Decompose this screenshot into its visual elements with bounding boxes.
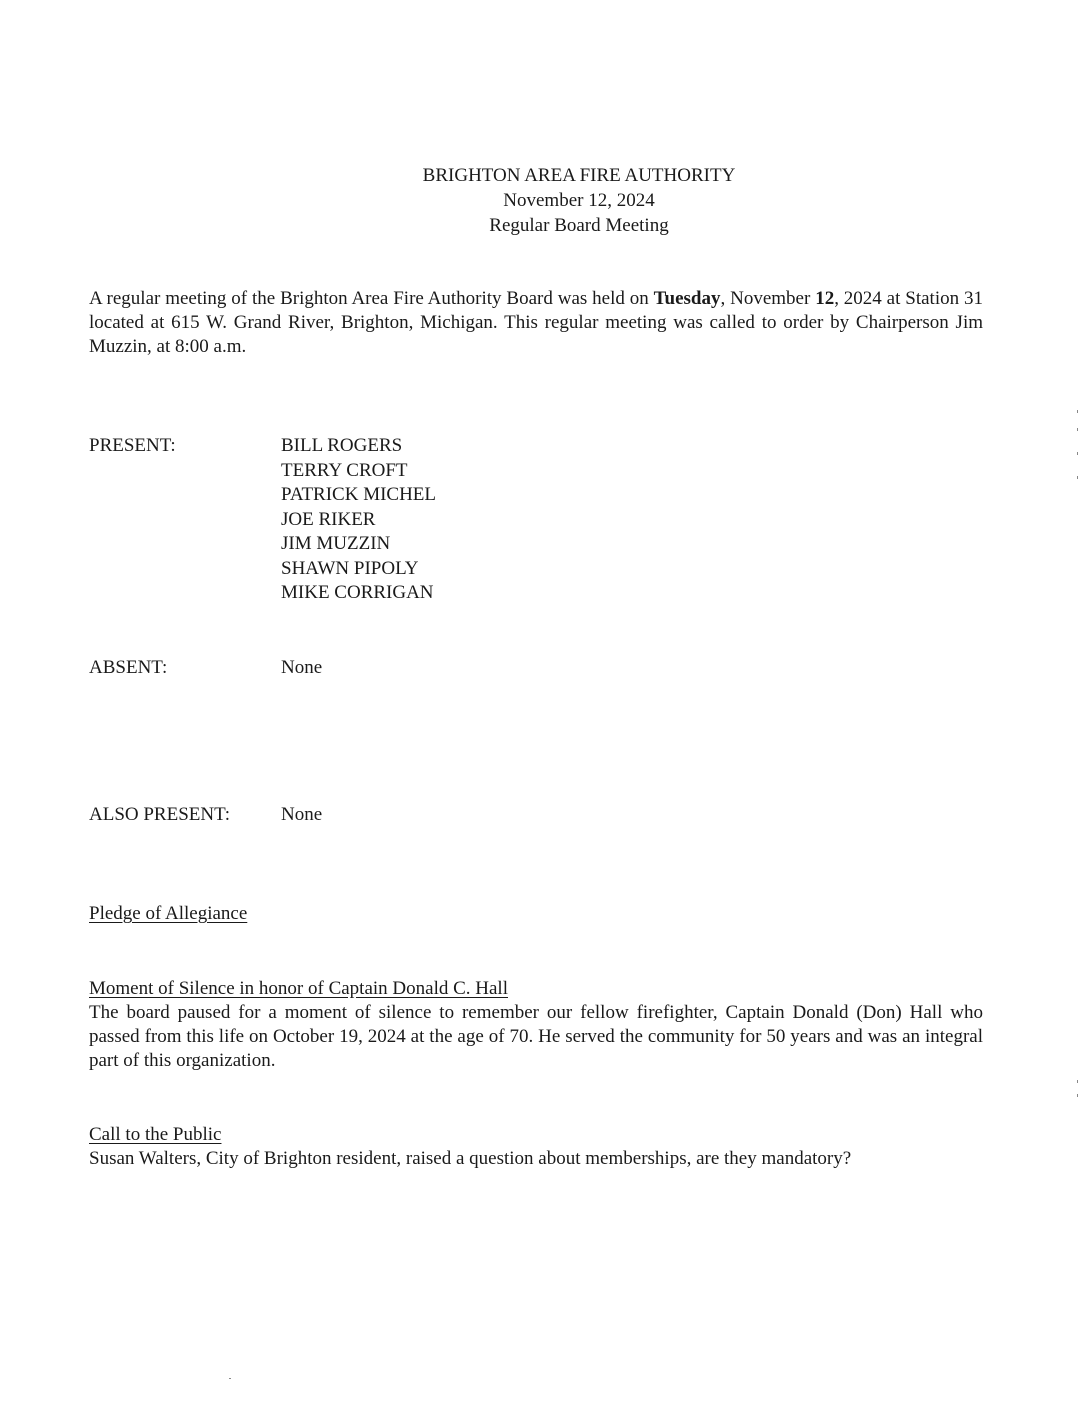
- silence-paragraph: The board paused for a moment of silence to remember our fellow firefighter, Captain Donald (Don) Hall who passed from this life on October 19, 2024 at the age of 70. He served the community for 50 years and was an integral part of this organization.: [89, 1002, 983, 1071]
- meeting-date: November 12, 2024: [503, 190, 655, 211]
- present-member: JIM MUZZIN: [281, 533, 391, 554]
- present-member: PATRICK MICHEL: [281, 484, 437, 505]
- present-member: SHAWN PIPOLY: [281, 557, 419, 579]
- scan-artifact: [229, 1378, 231, 1379]
- public-heading: Call to the Public: [89, 1124, 222, 1145]
- present-label: PRESENT:: [89, 435, 176, 456]
- present-member: MIKE CORRIGAN: [281, 582, 434, 603]
- scan-artifact: [1077, 428, 1078, 431]
- scan-artifact: [1077, 476, 1078, 479]
- present-member: JOE RIKER: [281, 508, 376, 530]
- intro-paragraph: A regular meeting of the Brighton Area Fire Authority Board was held on Tuesday, November 12, 2024 at Station 31 located at 615 W. Grand River, Brighton, Michigan. This regular meeting was called to order by Chairperson Jim Muzzin, at 8:00 a.m.: [89, 288, 983, 357]
- intro-day: Tuesday: [653, 288, 721, 309]
- meeting-type: Regular Board Meeting: [489, 215, 669, 236]
- public-paragraph: Susan Walters, City of Brighton resident, raised a question about memberships, are they mandatory?: [89, 1148, 852, 1169]
- scan-artifact: [1077, 410, 1078, 413]
- also-present-label: ALSO PRESENT:: [89, 804, 231, 825]
- absent-value: None: [281, 657, 323, 678]
- scan-artifact: [1077, 1080, 1078, 1083]
- also-present-value: None: [281, 804, 323, 825]
- present-list: [281, 434, 436, 606]
- document-header: [0, 163, 1088, 238]
- silence-heading: Moment of Silence in honor of Captain Donald C. Hall: [89, 978, 508, 999]
- intro-day-number: 12: [815, 288, 835, 309]
- present-member: TERRY CROFT: [281, 459, 408, 481]
- scan-artifact: [1077, 1094, 1078, 1097]
- present-member: BILL ROGERS: [281, 435, 403, 456]
- pledge-heading: Pledge of Allegiance: [89, 903, 248, 924]
- absent-label: ABSENT:: [89, 657, 168, 678]
- scan-artifact: [1077, 452, 1078, 455]
- organization-name: BRIGHTON AREA FIRE AUTHORITY: [422, 165, 736, 186]
